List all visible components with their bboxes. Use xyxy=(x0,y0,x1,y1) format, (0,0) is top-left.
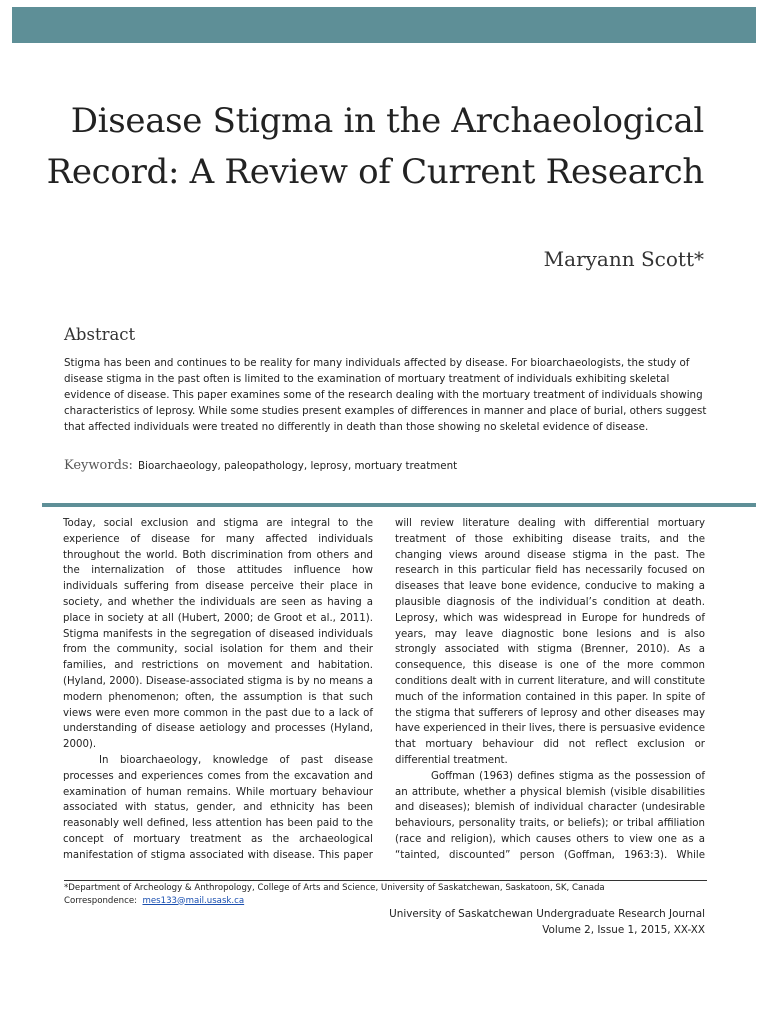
journal-name: University of Saskatchewan Undergraduate Research Journal xyxy=(389,908,705,920)
footnote xyxy=(64,882,724,907)
body-paragraph: Goffman (1963) defines stigma as the possession of an attribute, whether a physical blemish (visible disabilities and diseases); blemish of individual character (undesirable behaviours, personality traits, or beliefs); or tribal affiliation (race and religion), which causes others to view one as a “tainted, discounted” person (Goffman, 1963:3). While xyxy=(395,770,705,861)
journal-citation xyxy=(389,907,705,938)
abstract-line: Stigma has been and continues to be reality for many individuals affected by disease. For bioarchaeologists, the study of xyxy=(64,357,690,369)
abstract-line: characteristics of leprosy. While some studies present examples of differences in manner and place of burial, others suggest xyxy=(64,405,707,417)
correspondence xyxy=(64,895,724,908)
body-paragraph: will review literature dealing with differential mortuary treatment of those exhibiting disease traits, and the changing views around disease stigma in the past. The research in this particular field has necessarily focused on diseases that leave bone evidence, conducive to making a plausible diagnosis of the individual’s condition at death. Leprosy, which was widespread in Europe for hundreds of years, may leave diagnostic bone lesions and is also strongly associated with stigma (Brenner, 2010). As a consequence, this disease is one of the more common conditions dealt with in current literature, and will constitute much of the information contained in this paper. In spite of the stigma that sufferers of leprosy and other diseases may have experienced in their lives, there is persuasive evidence that mortuary behaviour did not reflect exclusion or differential treatment. xyxy=(395,518,706,766)
abstract-text xyxy=(64,355,714,435)
abstract-line: disease stigma in the past often is limited to the examination of mortuary treatment of individuals exhibiting skeletal xyxy=(64,373,670,385)
footnote-divider xyxy=(64,880,707,881)
section-divider xyxy=(42,503,756,507)
body-column-left xyxy=(63,516,373,879)
header-band xyxy=(12,7,756,43)
keywords-list: Bioarchaeology, paleopathology, leprosy, mortuary treatment xyxy=(138,460,458,472)
keywords xyxy=(64,454,457,473)
body-column-right xyxy=(395,516,705,879)
article-title xyxy=(40,96,704,198)
title-line-2: Record: A Review of Current Research xyxy=(46,152,704,192)
email-link[interactable]: mes133@mail.usask.ca xyxy=(142,895,245,906)
keywords-label: Keywords: xyxy=(64,458,133,473)
title-line-1: Disease Stigma in the Archaeological xyxy=(70,101,704,141)
body-paragraph: In bioarchaeology, knowledge of past disease processes and experiences comes from the excavation and examination of human remains. While mortuary behaviour associated with status, gender, and ethnicity has been reasonably well defined, less attention has been paid to the concept of mortuary treatment as the archaeological manifestation of stigma associated with disease. This paper xyxy=(63,754,373,861)
author-affiliation: *Department of Archeology & Anthropology, College of Arts and Science, University of Saskatchewan, Saskatoon, SK, Canada xyxy=(64,883,605,893)
abstract-line: that affected individuals were treated no differently in death than those showing no skeletal evidence of disease. xyxy=(64,421,649,433)
abstract-heading: Abstract xyxy=(64,325,136,344)
abstract-line: evidence of disease. This paper examines some of the research dealing with the mortuary treatment of individuals showing xyxy=(64,389,703,401)
correspondence-label: Correspondence: xyxy=(64,895,138,906)
body-paragraph: Today, social exclusion and stigma are integral to the experience of disease for many affected individuals throughout the world. Both discrimination from others and the internalization of those attitudes influence how individuals suffering from disease perceive their place in society, and whether the individuals are seen as having a place in society at all (Hubert, 2000; de Groot et al., 2011). Stigma manifests in the segregation of diseased individuals from the community, social isolation for them and their families, and restrictions on movement and habitation. (Hyland, 2000). Disease-associated stigma is by no means a modern phenomenon; often, the assumption is that such views were even more common in the past due to a lack of understanding of disease aetiology and processes (Hyland, 2000). xyxy=(63,518,373,751)
author-name: Maryann Scott* xyxy=(543,247,704,271)
journal-volume: Volume 2, Issue 1, 2015, XX-XX xyxy=(542,923,705,936)
